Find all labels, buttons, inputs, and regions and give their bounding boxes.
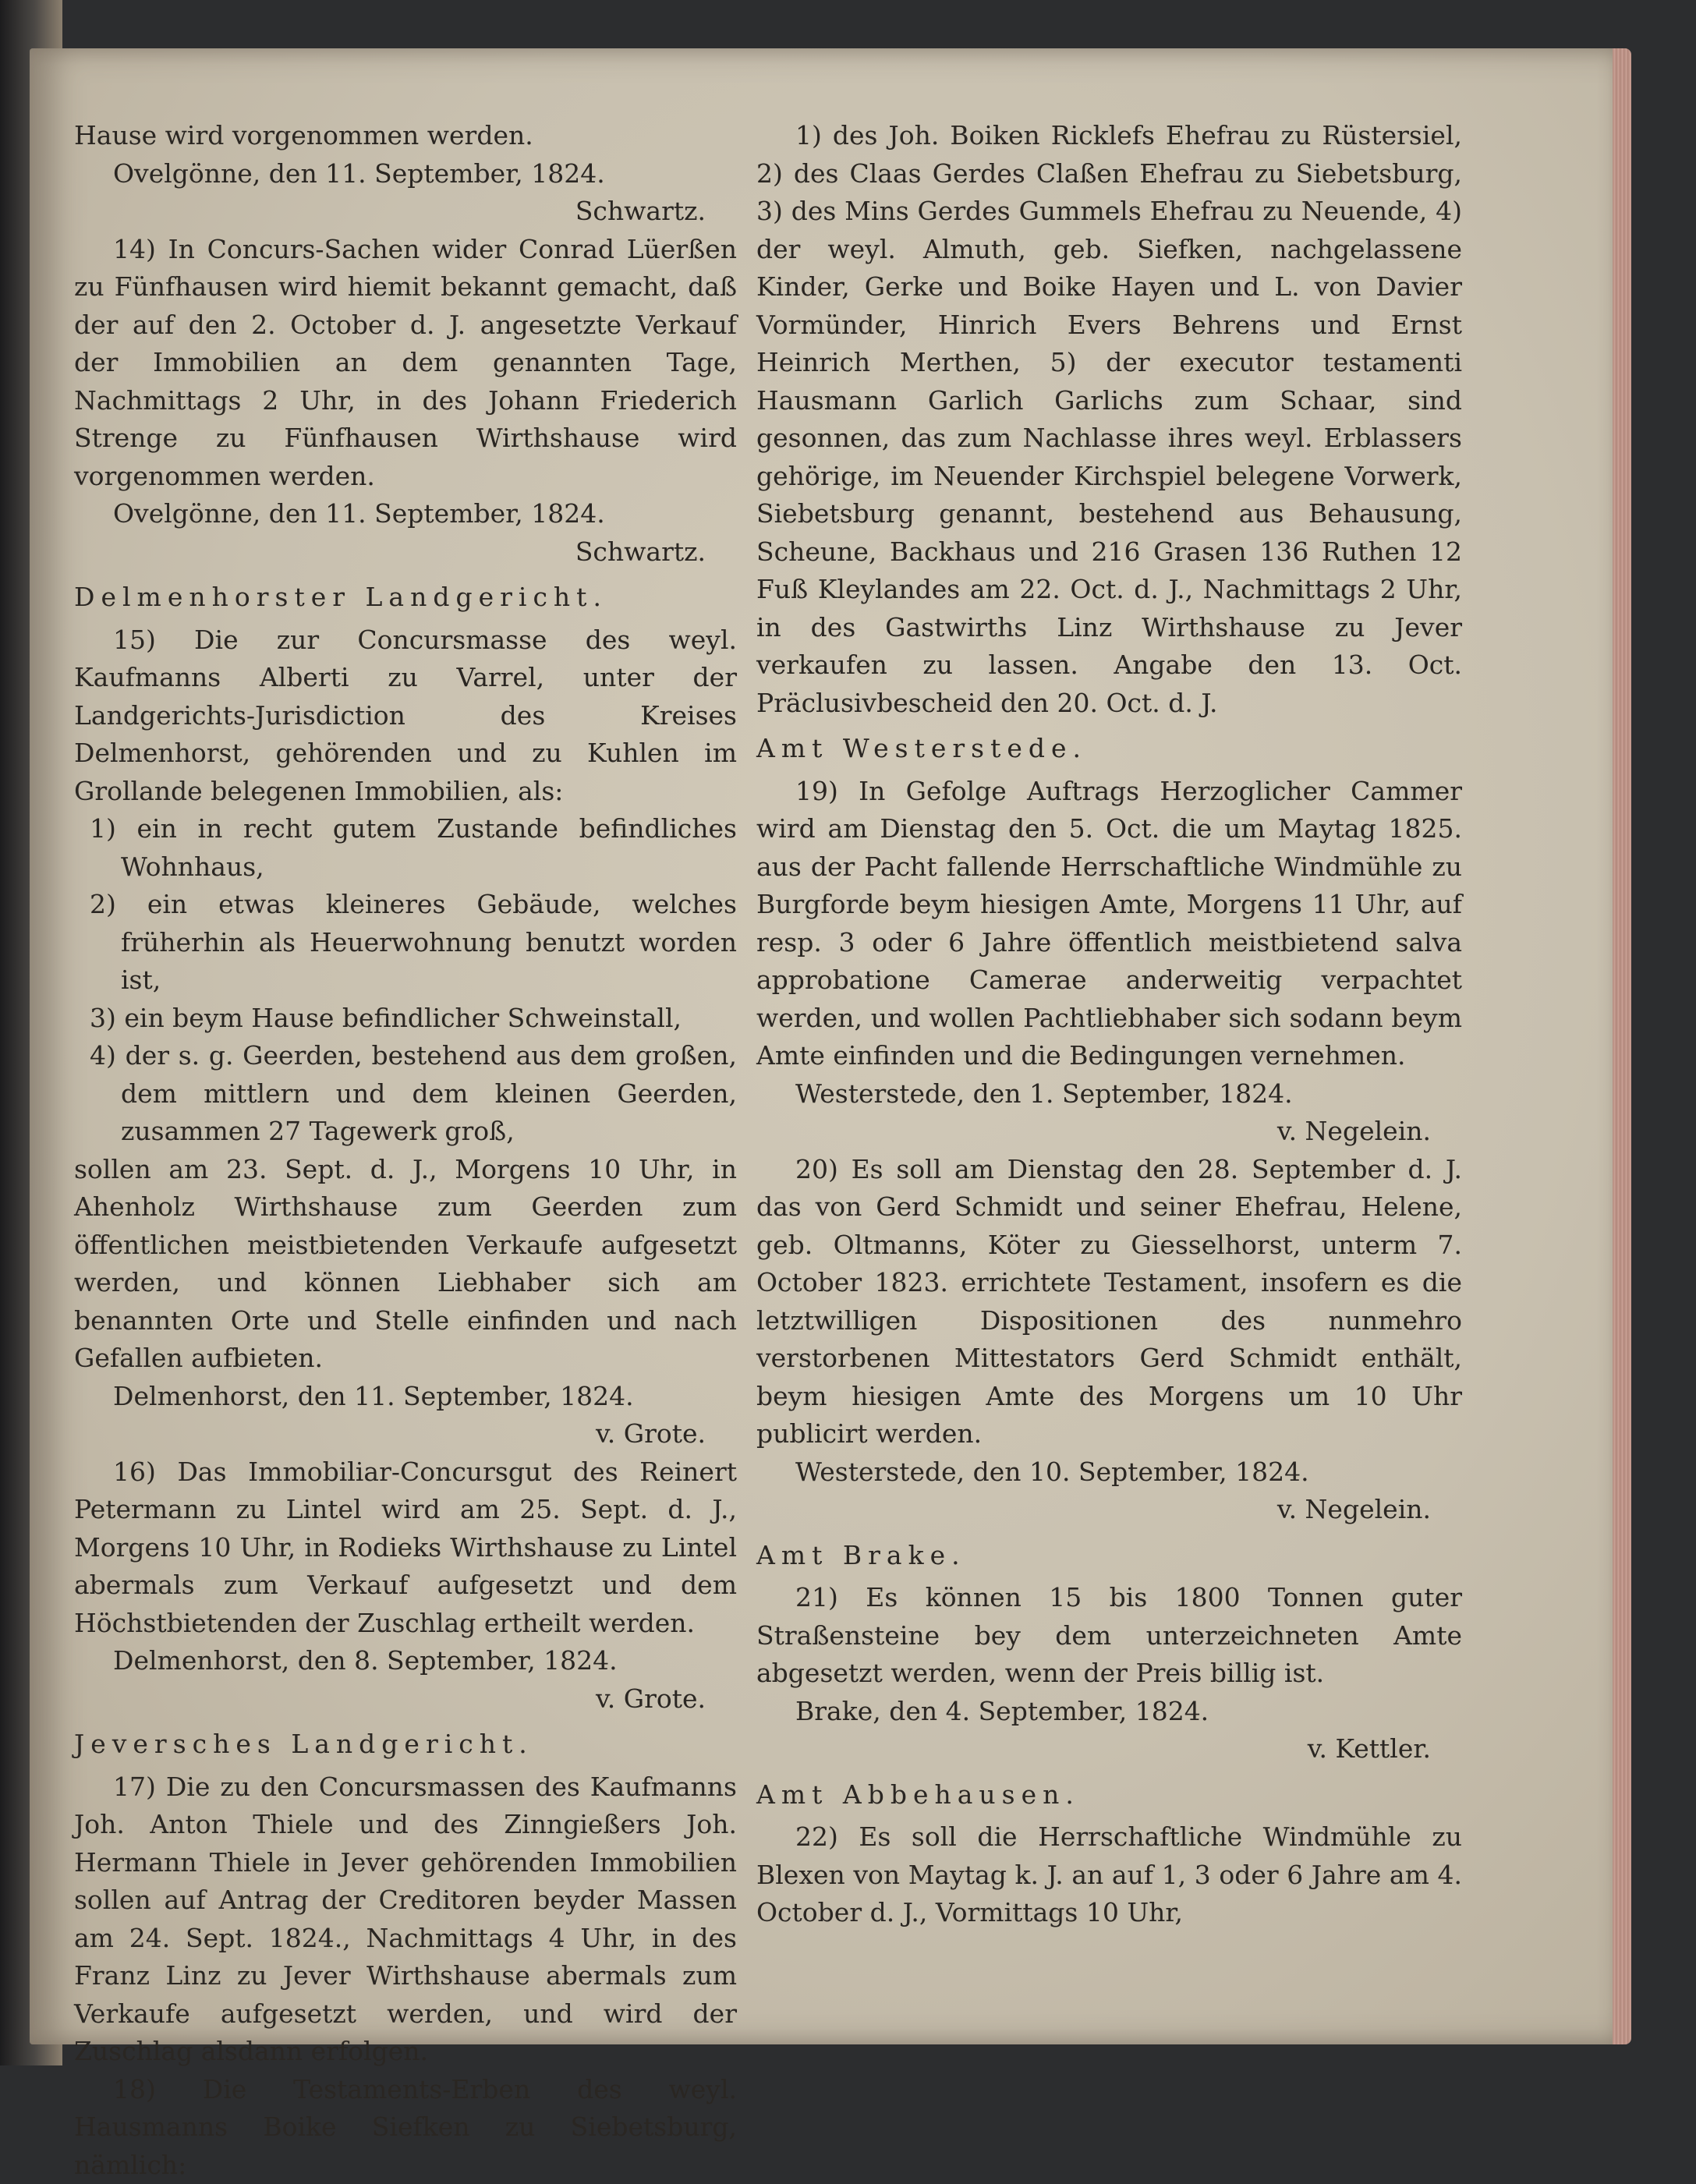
section-heading-westerstede: Amt Westerstede. (756, 730, 1462, 768)
notice-18: 18) Die Testaments-Erben des weyl. Hausmanns Boike Siefken zu Siebetsburg, nämlich: (74, 2071, 737, 2184)
date-line: Westerstede, den 10. September, 1824. (756, 1453, 1462, 1492)
date-line: Ovelgönne, den 11. September, 1824. (74, 155, 737, 193)
section-heading-abbehausen: Amt Abbehausen. (756, 1776, 1462, 1814)
notice-20: 20) Es soll am Dienstag den 28. September d. J. das von Gerd Schmidt und seiner Ehefrau, Helene, geb. Oltmanns, Köter zu Giesselhorst, unterm 7. October 1823. errichtete Testament, insofern es die letztwilligen Dispositionen des nunmehro verstorbenen Mittestators Gerd Schmidt enthält, beym hiesigen Amte des Morgens um 10 Uhr publicirt werden. (756, 1151, 1462, 1453)
notice-15-item-3: 3) ein beym Hause befindlicher Schweinstall, (74, 1000, 737, 1038)
notice-15-item-4: 4) der s. g. Geerden, bestehend aus dem großen, dem mittlern und dem kleinen Geerden, zusammen 27 Tagewerk groß, (74, 1037, 737, 1151)
section-heading-brake: Amt Brake. (756, 1537, 1462, 1575)
date-line: Westerstede, den 1. September, 1824. (756, 1075, 1462, 1113)
date-line: Ovelgönne, den 11. September, 1824. (74, 495, 737, 533)
notice-15-intro: 15) Die zur Concursmasse des weyl. Kaufmanns Alberti zu Varrel, unter der Landgerichts-Jurisdiction des Kreises Delmenhorst, gehörenden und zu Kuhlen im Grollande belegenen Immobilien, als: (74, 621, 737, 811)
signature: v. Negelein. (756, 1113, 1462, 1151)
notice-22: 22) Es soll die Herrschaftliche Windmühle zu Blexen von Maytag k. J. an auf 1, 3 oder 6 Jahre am 4. October d. J., Vormittags 10 Uhr, (756, 1818, 1462, 1932)
signature: v. Negelein. (756, 1491, 1462, 1529)
notice-19: 19) In Gefolge Auftrags Herzoglicher Cammer wird am Dienstag den 5. Oct. die um Maytag 1825. aus der Pacht fallende Herrschaftliche Windmühle zu Burgforde beym hiesigen Amte, Morgens 11 Uhr, auf resp. 3 oder 6 Jahre öffentlich meistbietend salva approbatione Camerae anderweitig verpachtet werden, und wollen Pachtliebhaber sich sodann beym Amte einfinden und die Bedingungen vernehmen. (756, 773, 1462, 1075)
notice-15-item-2: 2) ein etwas kleineres Gebäude, welches früherhin als Heuerwohnung benutzt worden ist, (74, 886, 737, 1000)
notice-21: 21) Es können 15 bis 1800 Tonnen guter Straßensteine bey dem unterzeichneten Amte abgesetzt werden, wenn der Preis billig ist. (756, 1579, 1462, 1693)
signature: v. Grote. (74, 1680, 737, 1719)
signature: Schwartz. (74, 533, 737, 572)
top-line: Hause wird vorgenommen werden. (74, 117, 737, 155)
date-line: Delmenhorst, den 11. September, 1824. (74, 1378, 737, 1416)
notice-16: 16) Das Immobiliar-Concursgut des Reinert Petermann zu Lintel wird am 25. Sept. d. J., Morgens 10 Uhr, in Rodieks Wirthshause zu Lintel abermals zum Verkauf aufgesetzt und dem Höchstbietenden der Zuschlag ertheilt werden. (74, 1453, 737, 1643)
page-edge (1613, 48, 1631, 2044)
notice-14: 14) In Concurs-Sachen wider Conrad Lüerßen zu Fünfhausen wird hiemit bekannt gemacht, daß der auf den 2. October d. J. angesetzte Verkauf der Immobilien an dem genannten Tage, Nachmittags 2 Uhr, in des Johann Friederich Strenge zu Fünfhausen Wirthshause wird vorgenommen werden. (74, 231, 737, 496)
date-line: Delmenhorst, den 8. September, 1824. (74, 1642, 737, 1680)
notice-15-item-1: 1) ein in recht gutem Zustande befindliches Wohnhaus, (74, 810, 737, 886)
notice-18-continued: 1) des Joh. Boiken Ricklefs Ehefrau zu Rüstersiel, 2) des Claas Gerdes Claßen Ehefrau zu Siebetsburg, 3) des Mins Gerdes Gummels Ehefrau zu Neuende, 4) der weyl. Almuth, geb. Siefken, nachgelassene Kinder, Gerke und Boike Hayen und L. von Davier Vormünder, Hinrich Evers Behrens und Ernst Heinrich Merthen, 5) der executor testamenti Hausmann Garlich Garlichs zum Schaar, sind gesonnen, das zum Nachlasse ihres weyl. Erblassers gehörige, im Neuender Kirchspiel belegene Vorwerk, Siebetsburg genannt, bestehend aus Behausung, Scheune, Backhaus und 216 Grasen 136 Ruthen 12 Fuß Kleylandes am 22. Oct. d. J., Nachmittags 2 Uhr, in des Gastwirths Linz Wirthshause zu Jever verkaufen zu lassen. Angabe den 13. Oct. Präclusivbescheid den 20. Oct. d. J. (756, 117, 1462, 722)
signature: v. Kettler. (756, 1730, 1462, 1768)
signature: v. Grote. (74, 1415, 737, 1453)
section-heading-delmenhorst: Delmenhorster Landgericht. (74, 579, 737, 617)
left-column (74, 117, 737, 2184)
date-line: Brake, den 4. September, 1824. (756, 1693, 1462, 1731)
notice-17: 17) Die zu den Concursmassen des Kaufmanns Joh. Anton Thiele und des Zinngießers Joh. Hermann Thiele in Jever gehörenden Immobilien sollen auf Antrag der Creditoren beyder Massen am 24. Sept. 1824., Nachmittags 4 Uhr, in des Franz Linz zu Jever Wirthshause abermals zum Verkaufe aufgesetzt werden, und wird der Zuschlag alsdann erfolgen. (74, 1768, 737, 2071)
notice-15-rest: sollen am 23. Sept. d. J., Morgens 10 Uhr, in Ahenholz Wirthshause zum Geerden zum öffentlichen meistbietenden Verkaufe aufgesetzt werden, und können Liebhaber sich am benannten Orte und Stelle einfinden und nach Gefallen aufbieten. (74, 1151, 737, 1378)
section-heading-jever: Jeversches Landgericht. (74, 1726, 737, 1764)
right-column (756, 117, 1462, 1932)
signature: Schwartz. (74, 193, 737, 231)
